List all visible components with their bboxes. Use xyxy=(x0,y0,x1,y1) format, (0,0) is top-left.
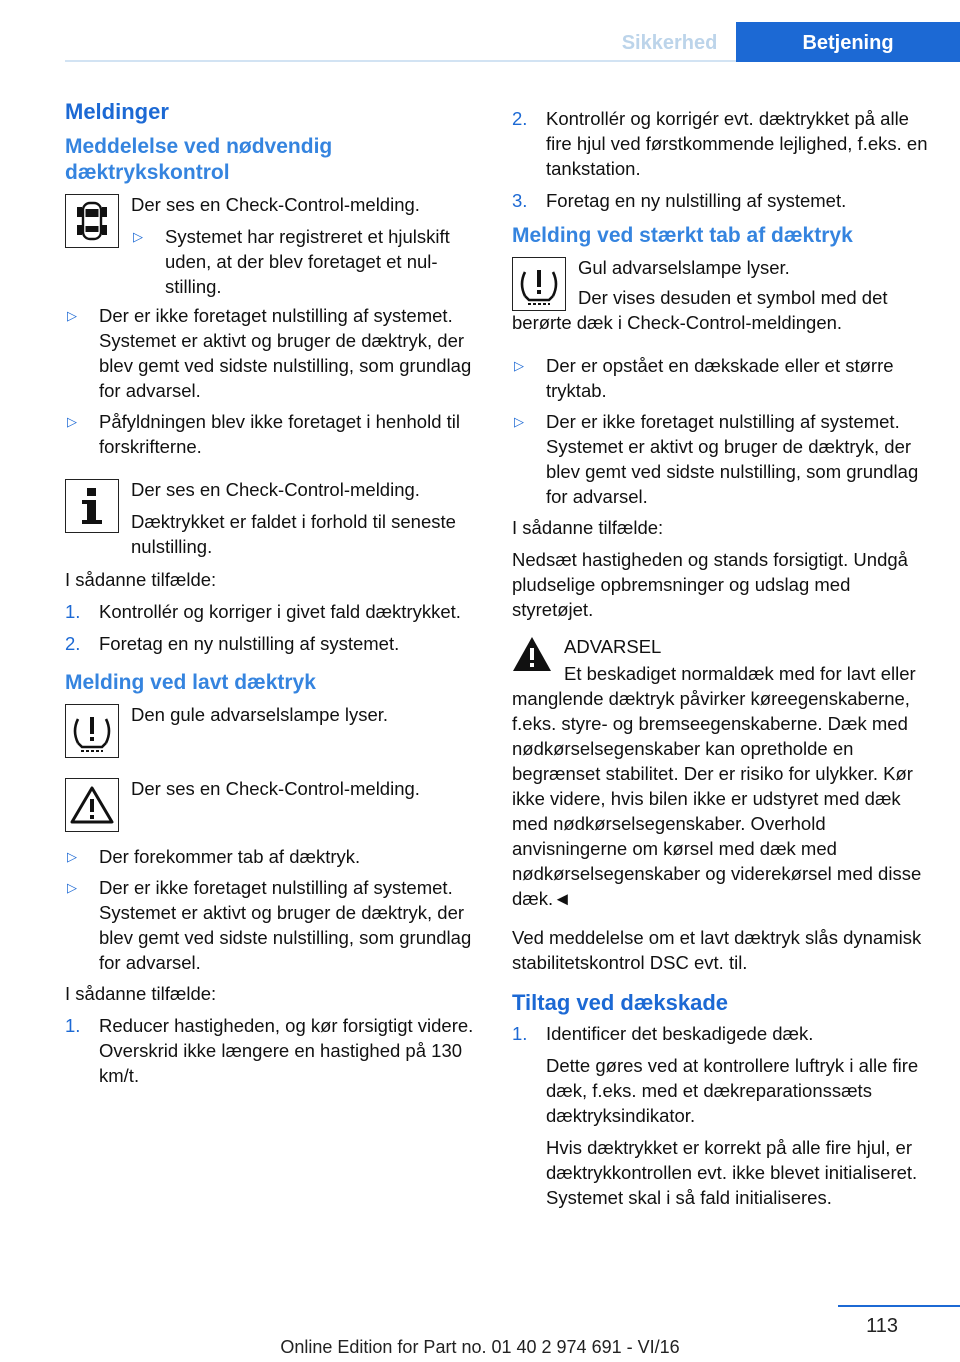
subsection-title: Meddelelse ved nødvendig dæktrykskontrol xyxy=(65,135,333,184)
list-item: ▷ Der er ikke foretaget nulstilling af systemet. Systemet er aktivt og bruger de dæktryk, der blev gemt ved sidste nulstilling, som grundlag for advarsel. xyxy=(67,877,472,973)
bullet-list xyxy=(512,353,928,509)
tyre-pressure-warning-icon xyxy=(512,257,566,311)
numbered-list xyxy=(65,1013,480,1088)
numbered-list xyxy=(512,106,928,213)
warning-lamp-block xyxy=(65,702,480,762)
tpms-car-block xyxy=(65,192,480,299)
bullet-triangle-icon: ▷ xyxy=(67,308,77,323)
list-item: 1. Reducer hastigheden, og kør forsigtigt videre. Overskrid ikke længere en hastighed på 130 km/t. xyxy=(65,1015,474,1086)
bullet-triangle-icon: ▷ xyxy=(67,849,77,864)
warning-lamp-block xyxy=(512,255,928,311)
step-detail: Hvis dæktrykket er korrekt på alle fire hjul, er dæktrykkontrollen evt. ikke blevet initialiseret. Systemet skal i så fald initialiseres. xyxy=(546,1137,918,1208)
case-text: Nedsæt hastigheden og stands forsigtigt. Undgå pludselige opbremsninger og udslag med styretøjet. xyxy=(512,549,908,620)
list-item: 1. Kontrollér og korriger i givet fald dæktrykket. xyxy=(65,601,461,622)
list-item: ▷ Systemet har registreret et hjulskift uden, at der blev foretaget et nulstilling. xyxy=(133,226,450,297)
case-label: I sådanne tilfælde: xyxy=(65,983,217,1004)
block-text: Der vises desuden et symbol med det berørte dæk i Check-Control-meldingen. xyxy=(512,287,888,333)
block-text: Dæktrykket er faldet i forhold til seneste nulstilling. xyxy=(131,511,456,557)
numbered-list xyxy=(512,1021,928,1210)
info-block xyxy=(65,477,480,559)
tyre-pressure-warning-icon xyxy=(65,704,119,758)
list-item: ▷ Der forekommer tab af dæktryk. xyxy=(67,846,361,867)
list-item: 2. Foretag en ny nulstilling af systemet. xyxy=(65,633,400,654)
bullet-triangle-icon: ▷ xyxy=(67,414,77,429)
bullet-triangle-icon: ▷ xyxy=(67,880,77,895)
subsection-title: Melding ved lavt dæktryk xyxy=(65,671,316,694)
list-item: ▷ Der er ikke foretaget nulstilling af systemet. Systemet er aktivt og bruger de dæktryk, der blev gemt ved sidste nulstilling, som grundlag for advarsel. xyxy=(514,411,919,507)
dsc-text: Ved meddelelse om et lavt dæktryk slås dynamisk stabilitetskontrol DSC evt. til. xyxy=(512,927,922,973)
list-item: 2. Kontrollér og korrigér evt. dæktrykket på alle fire hjul ved førstkommende lejlighed, f.eks. en tankstation. xyxy=(512,108,928,179)
warning-triangle-icon xyxy=(65,778,119,832)
list-item: ▷ Der er opstået en dækskade eller et større tryktab. xyxy=(514,355,894,401)
case-label: I sådanne tilfælde: xyxy=(512,517,664,538)
info-icon xyxy=(65,479,119,533)
bullet-triangle-icon: ▷ xyxy=(133,229,143,244)
list-item: 3. Foretag en ny nulstilling af systemet. xyxy=(512,190,847,211)
block-text: Der ses en Check-Control-melding. xyxy=(131,479,420,500)
block-text: Den gule advarselslampe lyser. xyxy=(131,704,389,725)
edition-footer: Online Edition for Part no. 01 40 2 974 691 - VI/16 xyxy=(280,1337,680,1357)
warning-triangle-icon xyxy=(512,636,552,672)
case-label: I sådanne tilfælde: xyxy=(65,569,217,590)
page-number: 113 xyxy=(866,1315,898,1337)
right-column xyxy=(512,106,928,1217)
bullet-list xyxy=(65,844,480,975)
footer-rule xyxy=(838,1305,960,1307)
bullet-triangle-icon: ▷ xyxy=(514,414,524,429)
block-text: Der ses en Check-Control-melding. xyxy=(131,778,420,799)
tab-betjening[interactable]: Betjening xyxy=(736,22,960,62)
step-detail: Dette gøres ved at kontrollere luftryk i alle fire dæk, f.eks. med et dækreparationssæts dæktryksindikator. xyxy=(546,1055,919,1126)
warning-title: ADVARSEL xyxy=(564,636,662,657)
bullet-list xyxy=(65,303,480,459)
subsection-title: Melding ved stærkt tab af dæktryk xyxy=(512,224,853,247)
warning-block xyxy=(512,634,928,911)
tab-sikkerhed[interactable]: Sikkerhed xyxy=(621,32,718,54)
left-column xyxy=(65,98,480,1095)
list-item: 1. Identificer det beskadigede dæk. Dette gøres ved at kontrollere luftryk i alle fire dæk, f.eks. med et dækreparationssæts dæktryksindikator. Hvis dæktrykket er korrekt på alle fire hjul, er dæktrykkontrollen evt. ikke blevet initialiseret. Systemet skal i så fald initialiseres. xyxy=(512,1021,928,1210)
section-title: Meldinger xyxy=(65,99,169,124)
block-text: Der ses en Check-Control-melding. xyxy=(131,194,420,215)
bullet-triangle-icon: ▷ xyxy=(514,358,524,373)
warning-text: Et beskadiget normaldæk med for lavt eller manglende dæktryk påvirker køreegenskaberne, f.eks. styre- og bremseegenskaberne. Dæk med nødkørselsegenskaber kan opretholde en begrænset stabilitet. Der er risiko for ulykker. Kør ikke videre, hvis bilen ikke er udstyret med dæk med nødkørselsegenskaber. Overhold anvisningerne om kørsel med dæk med nødkørselsegenskaber og viderekørsel med disse dæk.◄ xyxy=(512,663,922,909)
list-item: ▷ Påfyldningen blev ikke foretaget i henhold til forskrifterne. xyxy=(67,411,460,457)
list-item: ▷ Der er ikke foretaget nulstilling af systemet. Systemet er aktivt og bruger de dæktryk, der blev gemt ved sidste nulstilling, som grundlag for advarsel. xyxy=(67,305,472,401)
block-text: Gul advarselslampe lyser. xyxy=(578,257,790,278)
numbered-list xyxy=(65,599,480,656)
car-tyre-icon xyxy=(65,194,119,248)
check-control-block xyxy=(65,776,480,836)
subsection-title: Tiltag ved dækskade xyxy=(512,990,729,1015)
